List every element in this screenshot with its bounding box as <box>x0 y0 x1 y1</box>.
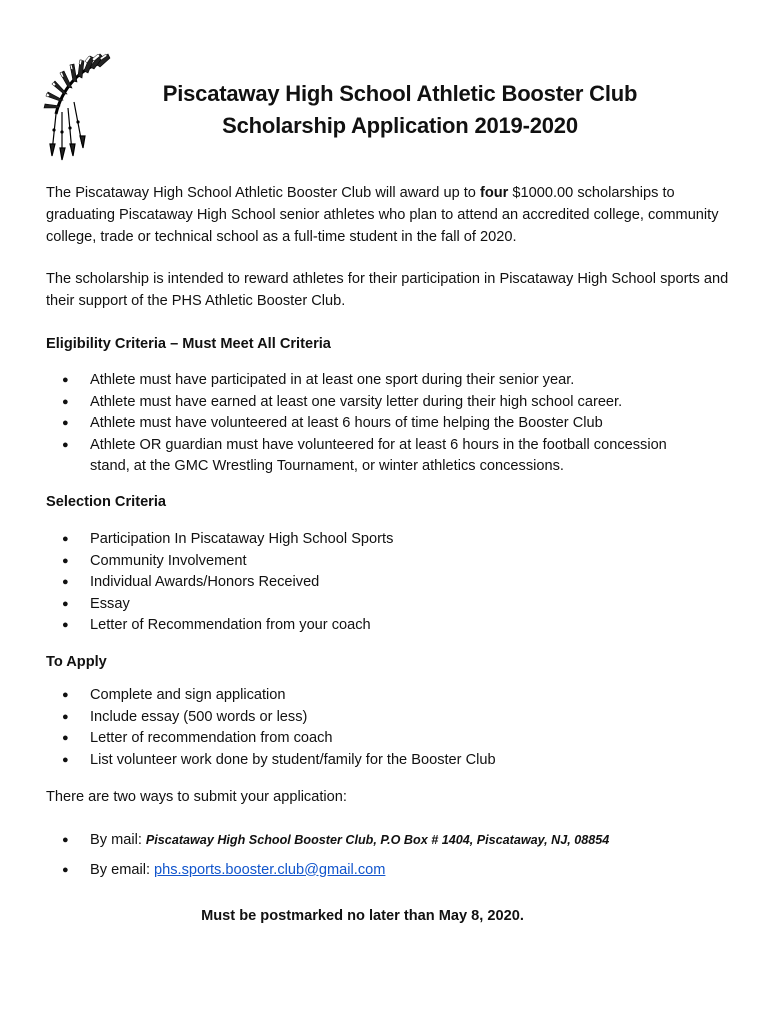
list-item: ● Essay <box>46 594 726 616</box>
submit-list <box>46 830 726 881</box>
intro-paragraph-2: The scholarship is intended to reward athletes for their participation in Piscataway High School sports and their support of the PHS Athletic Booster Club. <box>46 271 729 309</box>
list-item: ● Participation In Piscataway High School Sports <box>46 529 726 551</box>
selection-list <box>46 529 726 637</box>
mail-option <box>46 830 726 852</box>
mail-address: Piscataway High School Booster Club, P.O Box # 1404, Piscataway, NJ, 08854 <box>145 833 610 847</box>
eligibility-list <box>46 370 726 478</box>
list-item: ● Letter of Recommendation from your coach <box>46 615 726 637</box>
list-item: ● Athlete must have volunteered at least 6 hours of time helping the Booster Club <box>46 413 726 435</box>
intro-paragraph-1 <box>46 182 736 248</box>
list-item: ● Individual Awards/Honors Received <box>46 572 726 594</box>
eligibility-heading: Eligibility Criteria – Must Meet All Criteria <box>46 336 331 352</box>
email-link[interactable]: phs.sports.booster.club@gmail.com <box>154 861 386 878</box>
list-item: ● Athlete must have participated in at least one sport during their senior year. <box>46 370 726 392</box>
list-item: ● Include essay (500 words or less) <box>46 707 726 729</box>
apply-list <box>46 685 726 771</box>
list-item: ● Athlete OR guardian must have volunteered for at least 6 hours in the football concession stand, at the GMC Wrestling Tournament, or winter athletics concessions. <box>46 435 726 478</box>
intro-text-1a: The Piscataway High School Athletic Booster Club will award up to <box>46 185 480 201</box>
submit-intro: There are two ways to submit your application: <box>46 789 347 805</box>
list-item: ● Community Involvement <box>46 551 726 573</box>
page-title: Piscataway High School Athletic Booster Club <box>162 81 638 106</box>
intro-bold-count: four <box>479 185 509 201</box>
apply-heading: To Apply <box>46 654 107 670</box>
intro-text-1b: $1000.00 scholarships to graduating Piscataway High School senior athletes who plan to attend an accredited college, community college, trade or technical school as a full-time student in the fall of 2020. <box>46 185 719 245</box>
page-subtitle: Scholarship Application 2019-2020 <box>222 113 578 138</box>
list-item: ● Complete and sign application <box>46 685 726 707</box>
list-item: ● Athlete must have earned at least one varsity letter during their high school career. <box>46 392 726 414</box>
feather-headdress-icon <box>40 52 114 162</box>
mail-label: By mail: <box>90 832 142 848</box>
list-item: ● Letter of recommendation from coach <box>46 728 726 750</box>
email-option <box>46 860 726 882</box>
email-label: By email: <box>90 861 151 878</box>
selection-heading: Selection Criteria <box>46 494 167 510</box>
list-item: ● List volunteer work done by student/family for the Booster Club <box>46 750 726 772</box>
deadline-notice: Must be postmarked no later than May 8, 2020. <box>201 908 524 924</box>
